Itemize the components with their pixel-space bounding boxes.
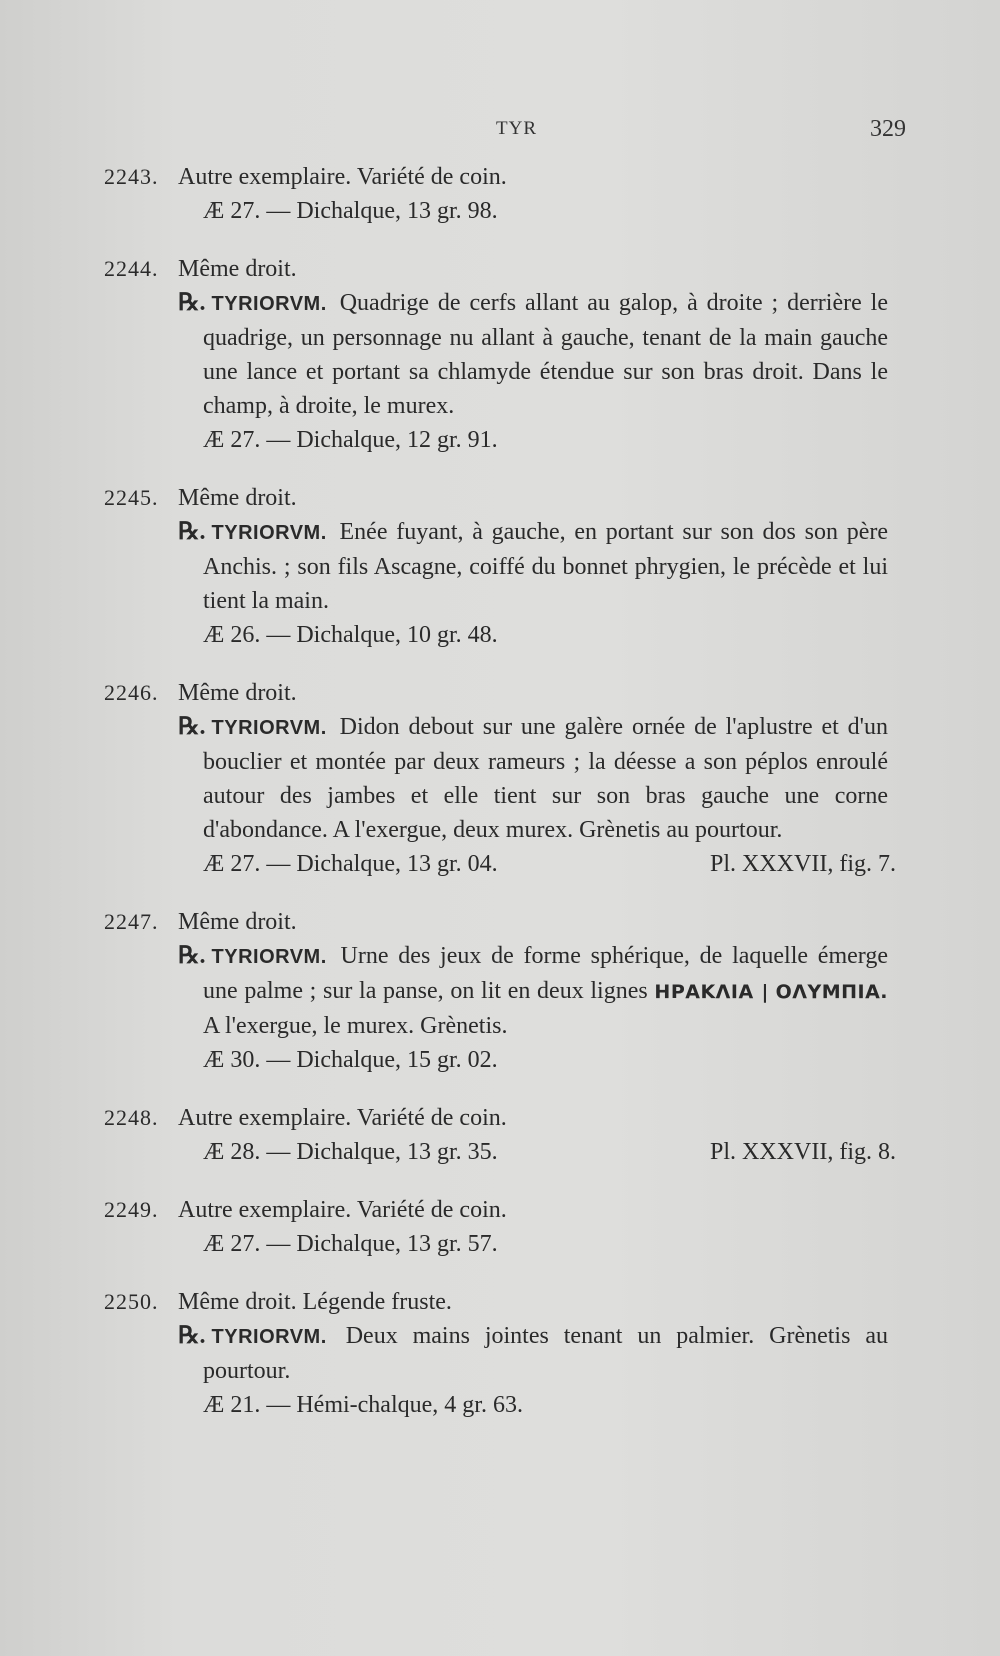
- reverse-mark: ℞.: [178, 519, 206, 545]
- reverse-mark: ℞.: [178, 943, 206, 969]
- description-text: Didon debout sur une galère ornée de l'aplustre et d'un bouclier et montée par deux rameurs ; la déesse a son péplos enroulé autour des jambes et elle tient sur son bras gauche une corne d'abondance. A l'exergue, deux murex. Grènetis au pourtour.: [203, 714, 888, 843]
- greek-inscription-line-1: ΗΡΑΚΛΙΑ |: [654, 981, 769, 1003]
- coin-legend: TYRIORVM.: [211, 1326, 327, 1348]
- catalogue-entry-2243: [0, 160, 1000, 228]
- metrology: Æ 27. — Dichalque, 13 gr. 98.: [203, 198, 498, 224]
- catalogue-entries: [0, 160, 1000, 1446]
- catalogue-entry-2250: [0, 1285, 1000, 1422]
- catalogue-entry-2246: [0, 676, 1000, 881]
- entry-number: 2245.: [104, 485, 159, 510]
- entry-number: 2250.: [104, 1289, 159, 1314]
- plate-reference: Pl. XXXVII, fig. 7.: [710, 851, 896, 877]
- obverse-text: Même droit.: [178, 909, 297, 935]
- catalogue-entry-2245: [0, 481, 1000, 652]
- metrology: Æ 30. — Dichalque, 15 gr. 02.: [203, 1047, 498, 1073]
- page-header: [0, 118, 1000, 148]
- description-text: Quadrige de cerfs allant au galop, à droite ; derrière le quadrige, un personnage nu allant à gauche, tenant de la main gauche une lance et portant sa chlamyde étendue sur son bras droit. Dans le champ, à droite, le murex.: [203, 290, 888, 419]
- obverse-text: Même droit.: [178, 485, 297, 511]
- reverse-description: [178, 1319, 888, 1388]
- greek-inscription-line-2: ΟΛΥΜΠΙΑ.: [775, 981, 889, 1003]
- catalogue-entry-2248: [0, 1101, 1000, 1169]
- obverse-text: Même droit.: [178, 256, 297, 282]
- entry-number: 2243.: [104, 164, 159, 189]
- obverse-text: Autre exemplaire. Variété de coin.: [178, 164, 507, 190]
- page-number: 329: [870, 116, 906, 142]
- metrology: Æ 27. — Dichalque, 13 gr. 04.: [203, 851, 498, 877]
- coin-legend: TYRIORVM.: [211, 717, 327, 739]
- metrology: Æ 21. — Hémi-chalque, 4 gr. 63.: [203, 1392, 523, 1418]
- obverse-text: Même droit. Légende fruste.: [178, 1289, 452, 1315]
- description-text: Deux mains jointes tenant un palmier. Grènetis au pourtour.: [203, 1323, 888, 1384]
- obverse-text: Autre exemplaire. Variété de coin.: [178, 1105, 507, 1131]
- metrology: Æ 27. — Dichalque, 12 gr. 91.: [203, 427, 498, 453]
- reverse-mark: ℞.: [178, 714, 206, 740]
- running-title: TYR: [496, 118, 537, 139]
- coin-legend: TYRIORVM.: [211, 946, 327, 968]
- coin-legend: TYRIORVM.: [211, 522, 327, 544]
- description-text-end: A l'exergue, le murex. Grènetis.: [203, 1013, 508, 1039]
- reverse-description: [178, 286, 888, 423]
- obverse-text: Autre exemplaire. Variété de coin.: [178, 1197, 507, 1223]
- metrology: Æ 28. — Dichalque, 13 gr. 35.: [203, 1139, 498, 1165]
- entry-number: 2249.: [104, 1197, 159, 1222]
- description-text: Urne des jeux de forme sphérique, de laquelle émerge une palme ; sur la panse, on lit en deux lignes: [203, 943, 888, 1004]
- metrology: Æ 26. — Dichalque, 10 gr. 48.: [203, 622, 498, 648]
- entry-number: 2247.: [104, 909, 159, 934]
- reverse-mark: ℞.: [178, 290, 206, 316]
- catalogue-entry-2244: [0, 252, 1000, 457]
- entry-number: 2246.: [104, 680, 159, 705]
- entry-number: 2244.: [104, 256, 159, 281]
- catalogue-entry-2247: [0, 905, 1000, 1077]
- catalogue-entry-2249: [0, 1193, 1000, 1261]
- obverse-text: Même droit.: [178, 680, 297, 706]
- reverse-description: [178, 710, 888, 847]
- description-text: Enée fuyant, à gauche, en portant sur son dos son père Anchis. ; son fils Ascagne, coiffé du bonnet phrygien, le précède et lui tient la main.: [203, 519, 888, 614]
- reverse-description: [178, 939, 888, 1043]
- reverse-description: [178, 515, 888, 618]
- metrology: Æ 27. — Dichalque, 13 gr. 57.: [203, 1231, 498, 1257]
- entry-number: 2248.: [104, 1105, 159, 1130]
- reverse-mark: ℞.: [178, 1323, 206, 1349]
- plate-reference: Pl. XXXVII, fig. 8.: [710, 1139, 896, 1165]
- coin-legend: TYRIORVM.: [211, 293, 327, 315]
